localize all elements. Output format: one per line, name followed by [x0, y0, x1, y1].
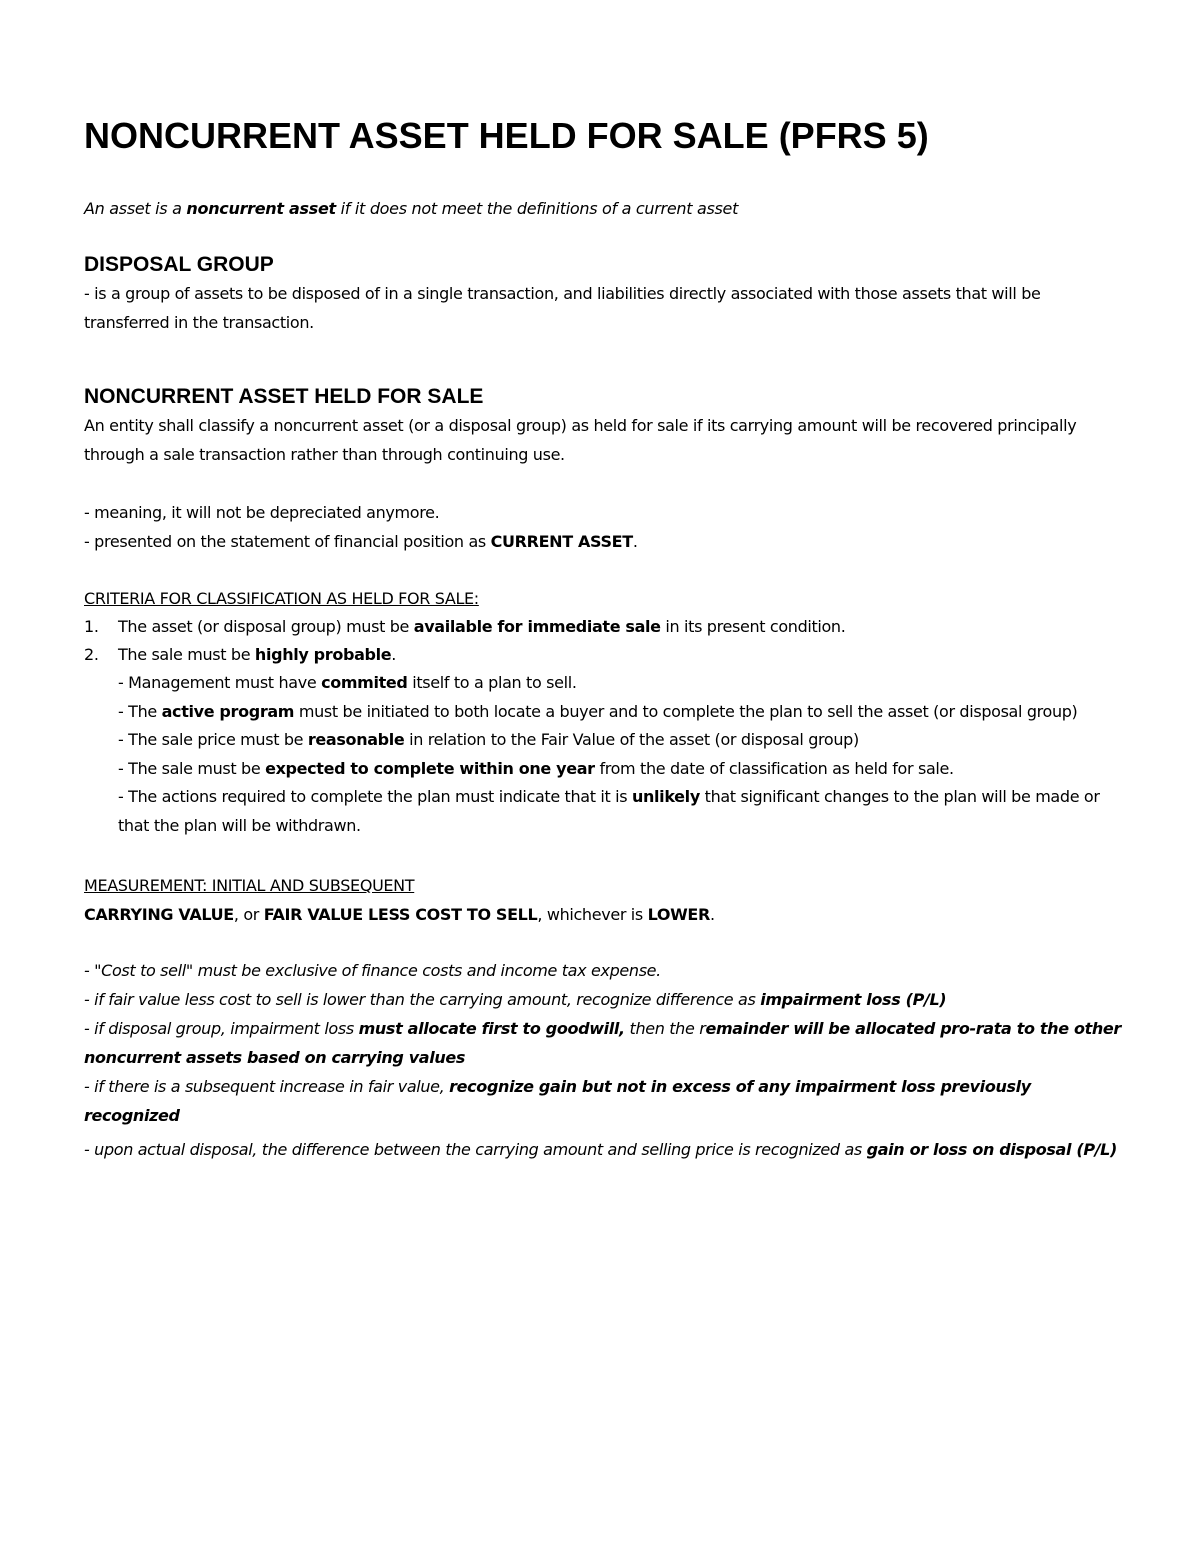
- criteria-sub-3: [84, 726, 1129, 755]
- criteria-item-1: [84, 613, 1129, 641]
- sub2-pre: - The: [118, 701, 162, 721]
- measurement-note-5: [84, 1135, 1129, 1164]
- ncahfs-note-1: - meaning, it will not be depreciated anymore.: [84, 503, 440, 522]
- note-2-bold: impairment loss (P/L): [760, 990, 947, 1009]
- item1-bold: available for immediate sale: [413, 617, 661, 636]
- rule-mid-2: , whichever is: [537, 905, 648, 924]
- sub1-bold: commited: [321, 673, 408, 692]
- sub5-post: that significant changes to the plan will be made or that the plan will be withdrawn.: [118, 787, 1100, 835]
- intro-line: [84, 198, 1129, 220]
- sub3-pre: - The sale price must be: [118, 730, 308, 749]
- disposal-group-text: - is a group of assets to be disposed of in a single transaction, and liabilities directly associated with those assets that will be transferred in the transaction.: [84, 284, 1041, 332]
- note2-bold: CURRENT ASSET: [490, 532, 633, 551]
- sub4-pre: - The sale must be: [118, 758, 266, 778]
- ncahfs-heading: NONCURRENT ASSET HELD FOR SALE: [84, 385, 484, 408]
- note-3-pre: - if disposal group, impairment loss: [84, 1019, 359, 1038]
- page-title: NONCURRENT ASSET HELD FOR SALE (PFRS 5): [84, 115, 929, 156]
- section-disposal-group: [84, 251, 1129, 337]
- criteria-sub-5: [84, 783, 1129, 840]
- note2-pre: - presented on the statement of financial position as: [84, 532, 491, 551]
- criteria-sub-4: [84, 755, 1129, 784]
- rule-bold-2: FAIR VALUE LESS COST TO SELL: [263, 905, 538, 924]
- sub3-bold: reasonable: [307, 730, 405, 749]
- measurement-notes: [84, 956, 1129, 1164]
- criteria-sub-2: [84, 698, 1129, 727]
- note-4-pre: - if there is a subsequent increase in fair value,: [84, 1077, 450, 1096]
- rule-end: .: [710, 905, 715, 924]
- sub5-bold: unlikely: [631, 787, 700, 806]
- criteria-list: [84, 613, 1129, 669]
- note-5-pre: - upon actual disposal, the difference between the carrying amount and selling price is recognized as: [84, 1140, 867, 1159]
- intro-pre: An asset is a: [84, 199, 187, 218]
- sub4-post: from the date of classification as held for sale.: [594, 758, 954, 778]
- item-number: 2.: [84, 645, 99, 664]
- section-ncahfs: [84, 383, 1129, 556]
- sub2-bold: active program: [161, 701, 295, 721]
- ncahfs-definition: An entity shall classify a noncurrent asset (or a disposal group) as held for sale if its carrying amount will be recovered principally through a sale transaction rather than through continuing use.: [84, 416, 1077, 464]
- rule-mid-1: , or: [233, 905, 264, 924]
- criteria-heading: CRITERIA FOR CLASSIFICATION AS HELD FOR SALE:: [84, 589, 479, 608]
- sub1-post: itself to a plan to sell.: [407, 673, 577, 692]
- item2-pre: The sale must be: [118, 645, 255, 664]
- sub4-bold: expected to complete within one year: [265, 758, 595, 778]
- note2-post: .: [632, 532, 638, 551]
- sub3-post: in relation to the Fair Value of the asset (or disposal group): [404, 730, 859, 749]
- measurement-heading: MEASUREMENT: INITIAL AND SUBSEQUENT: [84, 876, 415, 895]
- measurement-note-2: [84, 985, 1129, 1014]
- section-criteria: [84, 584, 1129, 840]
- sub5-pre: - The actions required to complete the plan must indicate that it is: [118, 787, 632, 806]
- note-4-bold: recognize gain but not in excess of any impairment loss previously recognized: [84, 1077, 1031, 1125]
- measurement-note-1: - "Cost to sell" must be exclusive of finance costs and income tax expense.: [84, 961, 661, 980]
- measurement-note-4: [84, 1072, 1129, 1130]
- rule-bold-3: LOWER: [647, 905, 710, 924]
- note-3-mid: then the r: [624, 1019, 706, 1038]
- rule-bold-1: CARRYING VALUE: [84, 905, 234, 924]
- section-measurement: [84, 871, 1129, 1164]
- measurement-note-3: [84, 1014, 1129, 1072]
- document-page: [84, 112, 1129, 1164]
- ncahfs-note-2: [84, 527, 1129, 556]
- item-number: 1.: [84, 617, 99, 636]
- item2-post: .: [391, 645, 397, 664]
- sub1-pre: - Management must have: [118, 673, 322, 692]
- note-5-bold: gain or loss on disposal (P/L): [866, 1140, 1117, 1159]
- note-3-bold-2: emainder will be allocated pro-rata to the other noncurrent assets based on carrying values: [84, 1019, 1121, 1067]
- criteria-sub-1: [84, 669, 1129, 698]
- intro-bold: noncurrent asset: [186, 199, 336, 218]
- criteria-item-2: [84, 641, 1129, 669]
- intro-post: if it does not meet the definitions of a current asset: [335, 199, 739, 218]
- item1-pre: The asset (or disposal group) must be: [118, 617, 414, 636]
- measurement-rule: [84, 900, 1129, 929]
- sub2-post: must be initiated to both locate a buyer and to complete the plan to sell the asset (or disposal group): [294, 701, 1078, 721]
- note-3-bold-1: must allocate first to goodwill,: [358, 1019, 625, 1038]
- disposal-group-heading: DISPOSAL GROUP: [84, 253, 274, 276]
- item2-bold: highly probable: [254, 645, 392, 664]
- item1-post: in its present condition.: [660, 617, 846, 636]
- note-2-pre: - if fair value less cost to sell is lower than the carrying amount, recognize difference as: [84, 990, 761, 1009]
